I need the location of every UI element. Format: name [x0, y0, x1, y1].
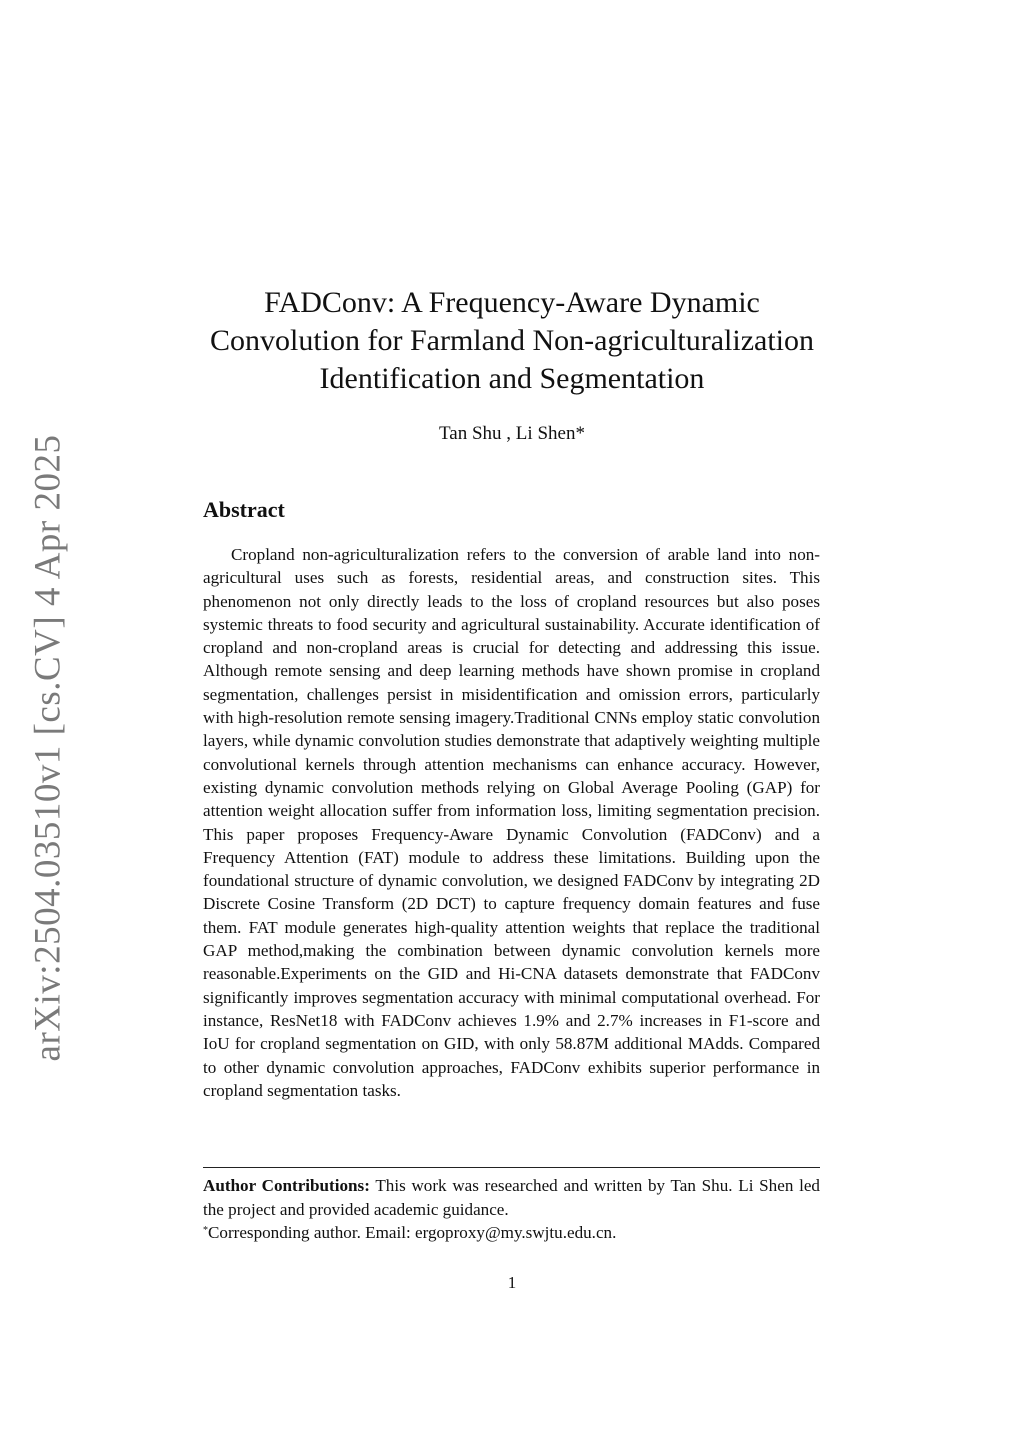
corresponding-author-text: Corresponding author. Email: ergoproxy@my.swjtu.edu.cn.: [208, 1223, 617, 1242]
paper-title-line-1: FADConv: A Frequency-Aware Dynamic: [264, 286, 760, 319]
abstract-heading: Abstract: [203, 497, 285, 522]
paper-title-line-2: Convolution for Farmland Non-agriculturalization: [209, 324, 815, 357]
author-contributions-label: Author Contributions:: [203, 1176, 370, 1195]
author-contributions-note: [203, 1174, 820, 1221]
corresponding-author-mark: *: [203, 1225, 208, 1236]
footnote-divider: [203, 1167, 820, 1168]
arxiv-identifier-stamp: arXiv:2504.03510v1 [cs.CV] 4 Apr 2025: [27, 434, 69, 1062]
paper-title: [140, 284, 884, 398]
abstract-text: Cropland non-agriculturalization refers to the conversion of arable land into non-agricultural uses such as forests, residential areas, and construction sites. This phenomenon not only directly leads to the loss of cropland resources but also poses systemic threats to food security and agricultural sustainability. Accurate identification of cropland and non-cropland areas is crucial for detecting and addressing this issue. Although remote sensing and deep learning methods have shown promise in cropland segmentation, challenges persist in misidentification and omission errors, particularly with high-resolution remote sensing imagery.Traditional CNNs employ static convolution layers, while dynamic convolution studies demonstrate that adaptively weighting multiple convolutional kernels through attention mechanisms can enhance accuracy. However, existing dynamic convolution methods relying on Global Average Pooling (GAP) for attention weight allocation suffer from information loss, limiting segmentation precision. This paper proposes Frequency-Aware Dynamic Convolution (FADConv) and a Frequency Attention (FAT) module to address these limitations. Building upon the foundational structure of dynamic convolution, we designed FADConv by integrating 2D Discrete Cosine Transform (2D DCT) to capture frequency domain features and fuse them. FAT module generates high-quality attention weights that replace the traditional GAP method,making the combination between dynamic convolution kernels more reasonable.Experiments on the GID and Hi-CNA datasets demonstrate that FADConv significantly improves segmentation accuracy with minimal computational overhead. For instance, ResNet18 with FADConv achieves 1.9% and 2.7% increases in F1-score and IoU for cropland segmentation on GID, with only 58.87M additional MAdds. Compared to other dynamic convolution approaches, FADConv exhibits superior performance in cropland segmentation tasks.: [203, 545, 820, 1100]
paper-title-line-3: Identification and Segmentation: [319, 362, 705, 395]
author-list: Tan Shu , Li Shen*: [439, 423, 585, 444]
page-number: 1: [507, 1273, 517, 1292]
author-contributions-text: This work was researched and written by Tan Shu. Li Shen led the project and provided academic guidance.: [203, 1176, 820, 1219]
corresponding-author-note: [203, 1221, 820, 1245]
footnotes: [203, 1174, 820, 1245]
